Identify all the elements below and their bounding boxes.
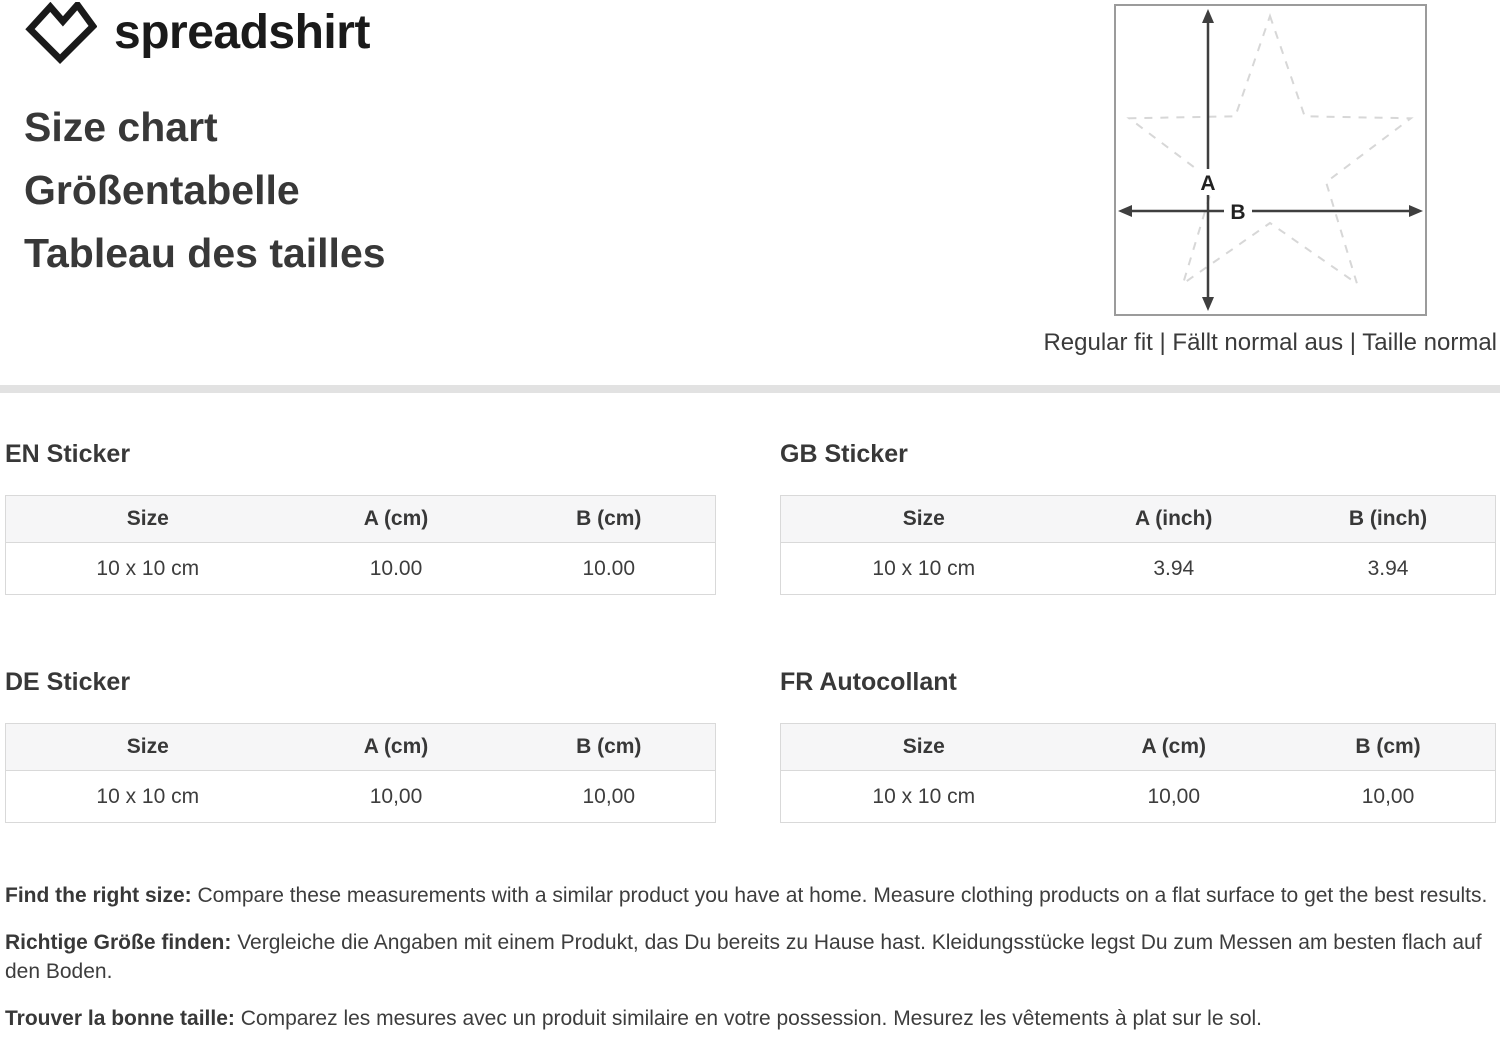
section-divider — [0, 385, 1500, 393]
cell-size: 10 x 10 cm — [781, 771, 1067, 823]
cell-size: 10 x 10 cm — [6, 771, 290, 823]
brand-name: spreadshirt — [114, 6, 370, 59]
cell-size: 10 x 10 cm — [781, 543, 1067, 595]
cell-a: 3.94 — [1067, 543, 1282, 595]
brand-logo — [25, 2, 370, 64]
footer-notes — [0, 881, 1500, 1033]
col-header-b: B (cm) — [503, 496, 716, 543]
section-fr-autocollant — [780, 621, 1496, 849]
section-heading-fr: FR Autocollant — [780, 668, 957, 696]
col-header-a: A (cm) — [1067, 724, 1282, 771]
table-header-row — [781, 496, 1496, 543]
note-de-lead: Richtige Größe finden: — [5, 931, 232, 954]
cell-a: 10,00 — [1067, 771, 1282, 823]
section-de-sticker — [5, 621, 716, 849]
table-header-row — [781, 724, 1496, 771]
size-table-gb — [780, 495, 1496, 595]
page-title-en: Size chart — [24, 104, 218, 150]
table-row — [6, 543, 716, 595]
cell-a: 10.00 — [290, 543, 503, 595]
note-fr-text: Comparez les mesures avec un produit similaire en votre possession. Mesurez les vêtements à plat sur le sol. — [240, 1007, 1263, 1030]
spreadshirt-heart-icon — [25, 2, 97, 64]
arrow-b — [1118, 205, 1423, 217]
col-header-a: A (cm) — [290, 496, 503, 543]
section-heading-de: DE Sticker — [5, 668, 131, 696]
note-en — [5, 881, 1488, 910]
section-en-sticker — [5, 393, 716, 621]
col-header-size: Size — [6, 724, 290, 771]
page-titles — [24, 96, 386, 285]
page-title-fr: Tableau des tailles — [24, 230, 386, 276]
cell-b: 10,00 — [503, 771, 716, 823]
col-header-size: Size — [781, 724, 1067, 771]
cell-a: 10,00 — [290, 771, 503, 823]
col-header-size: Size — [781, 496, 1067, 543]
fit-caption: Regular fit | Fällt normal aus | Taille normal — [1043, 329, 1497, 356]
note-de — [5, 928, 1488, 986]
table-row — [6, 771, 716, 823]
header — [0, 0, 1500, 385]
sticker-measurement-box — [1114, 4, 1427, 316]
cell-b: 10,00 — [1281, 771, 1496, 823]
size-table-en — [5, 495, 716, 595]
col-header-a: A (inch) — [1067, 496, 1282, 543]
size-table-fr — [780, 723, 1496, 823]
cell-b: 3.94 — [1281, 543, 1496, 595]
col-header-b: B (cm) — [503, 724, 716, 771]
cell-size: 10 x 10 cm — [6, 543, 290, 595]
note-fr-lead: Trouver la bonne taille: — [5, 1007, 235, 1030]
col-header-size: Size — [6, 496, 290, 543]
size-table-de — [5, 723, 716, 823]
note-en-lead: Find the right size: — [5, 884, 192, 907]
table-row — [781, 543, 1496, 595]
measurement-diagram — [1043, 4, 1497, 357]
col-header-b: B (cm) — [1281, 724, 1496, 771]
table-header-row — [6, 724, 716, 771]
section-heading-en: EN Sticker — [5, 440, 131, 468]
section-gb-sticker — [780, 393, 1496, 621]
cell-b: 10.00 — [503, 543, 716, 595]
diagram-label-b: B — [1230, 201, 1246, 224]
note-fr — [5, 1004, 1488, 1033]
page-title-de: Größentabelle — [24, 167, 300, 213]
note-en-text: Compare these measurements with a similar product you have at home. Measure clothing products on a flat surface to get the best results. — [197, 884, 1488, 907]
col-header-b: B (inch) — [1281, 496, 1496, 543]
note-de-text: Vergleiche die Angaben mit einem Produkt, das Du bereits zu Hause hast. Kleidungsstücke legst Du zum Messen am besten flach auf den Boden. — [5, 931, 1482, 983]
table-header-row — [6, 496, 716, 543]
star-outline — [1129, 16, 1411, 284]
table-row — [781, 771, 1496, 823]
diagram-label-a: A — [1200, 172, 1216, 195]
section-heading-gb: GB Sticker — [780, 440, 908, 468]
arrow-a — [1202, 9, 1214, 311]
col-header-a: A (cm) — [290, 724, 503, 771]
size-tables-grid — [0, 393, 1500, 849]
